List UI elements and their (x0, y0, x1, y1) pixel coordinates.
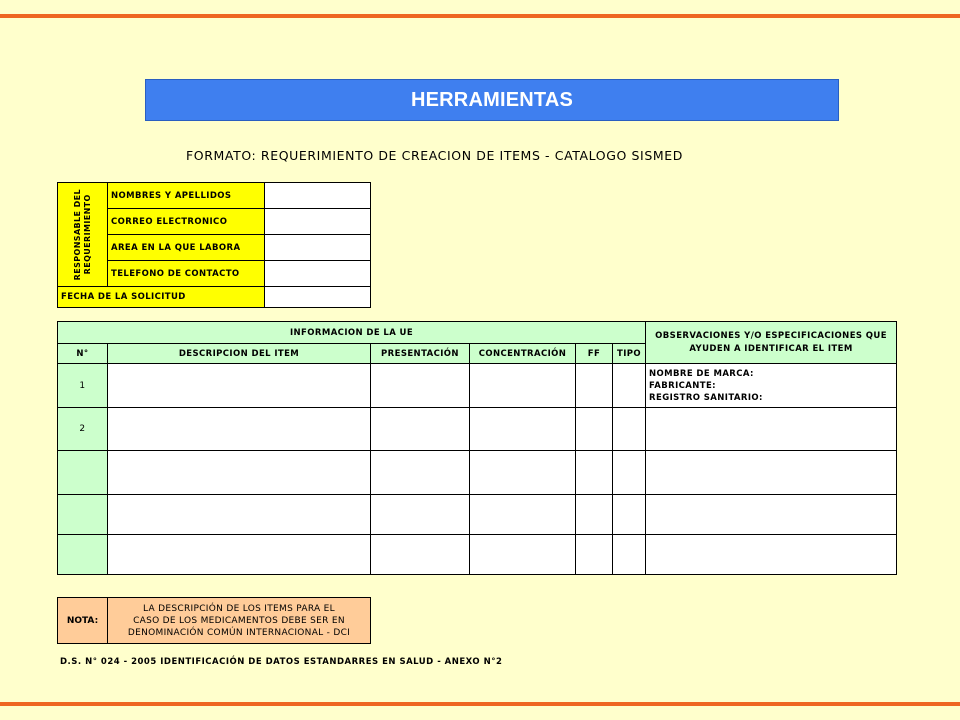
obs-fabricante-label: FABRICANTE: (649, 381, 716, 391)
cell-descripcion[interactable] (108, 408, 371, 451)
cell-concentracion[interactable] (470, 451, 576, 495)
col-header-descripcion: DESCRIPCION DEL ITEM (108, 344, 371, 364)
bottom-orange-rule (0, 702, 960, 706)
cell-ff[interactable] (576, 408, 613, 451)
note-line2: CASO DE LOS MEDICAMENTOS DEBE SER EN (133, 615, 345, 626)
note-line3: DENOMINACIÓN COMÚN INTERNACIONAL - DCI (127, 627, 351, 638)
responsible-group-label-line1: RESPONSABLE DEL (72, 188, 82, 281)
field-input-area[interactable] (265, 235, 371, 261)
row-number (58, 535, 108, 575)
row-number (58, 495, 108, 535)
cell-observaciones[interactable] (646, 535, 897, 575)
cell-concentracion[interactable] (470, 495, 576, 535)
banner-title: HERRAMIENTAS (410, 88, 574, 111)
top-orange-rule (0, 14, 960, 18)
cell-concentracion[interactable] (470, 408, 576, 451)
cell-concentracion[interactable] (470, 364, 576, 408)
cell-descripcion[interactable] (108, 495, 371, 535)
legal-reference-footer: D.S. N° 024 - 2005 IDENTIFICACIÓN DE DATOS ESTANDARRES EN SALUD - ANEXO N°2 (60, 657, 503, 667)
cell-descripcion[interactable] (108, 364, 371, 408)
field-label-nombres: NOMBRES Y APELLIDOS (108, 183, 265, 209)
responsible-group-label (58, 183, 108, 287)
field-label-telefono: TELEFONO DE CONTACTO (108, 261, 265, 287)
row-number (58, 451, 108, 495)
cell-presentacion[interactable] (371, 364, 470, 408)
cell-presentacion[interactable] (371, 495, 470, 535)
note-text (108, 598, 371, 644)
col-header-num: N° (58, 344, 108, 364)
field-label-correo: CORREO ELECTRONICO (108, 209, 265, 235)
cell-ff[interactable] (576, 364, 613, 408)
responsible-table (57, 182, 371, 308)
cell-ff[interactable] (576, 535, 613, 575)
cell-tipo[interactable] (613, 535, 646, 575)
col-header-concentracion: CONCENTRACIÓN (470, 344, 576, 364)
table-row (58, 535, 897, 575)
cell-observaciones[interactable] (646, 495, 897, 535)
page-banner (145, 79, 839, 121)
form-subtitle: FORMATO: REQUERIMIENTO DE CREACION DE ITEMS - CATALOGO SISMED (186, 148, 683, 163)
field-input-fecha[interactable] (265, 287, 371, 308)
table-row (58, 364, 897, 408)
cell-presentacion[interactable] (371, 408, 470, 451)
cell-tipo[interactable] (613, 408, 646, 451)
cell-observaciones[interactable] (646, 408, 897, 451)
field-input-correo[interactable] (265, 209, 371, 235)
col-header-ff: FF (576, 344, 613, 364)
field-label-area: AREA EN LA QUE LABORA (108, 235, 265, 261)
cell-descripcion[interactable] (108, 451, 371, 495)
cell-descripcion[interactable] (108, 535, 371, 575)
cell-presentacion[interactable] (371, 535, 470, 575)
table-row (58, 495, 897, 535)
section-header-ue: INFORMACION DE LA UE (58, 322, 646, 344)
cell-observaciones[interactable] (646, 364, 897, 408)
cell-tipo[interactable] (613, 451, 646, 495)
field-input-nombres[interactable] (265, 183, 371, 209)
note-box (57, 597, 371, 644)
cell-observaciones[interactable] (646, 451, 897, 495)
field-input-telefono[interactable] (265, 261, 371, 287)
table-row (58, 408, 897, 451)
obs-registro-label: REGISTRO SANITARIO: (649, 393, 763, 403)
cell-tipo[interactable] (613, 364, 646, 408)
note-label: NOTA: (58, 598, 108, 644)
cell-presentacion[interactable] (371, 451, 470, 495)
row-number: 1 (58, 364, 108, 408)
note-line1: LA DESCRIPCIÓN DE LOS ITEMS PARA EL (143, 603, 335, 614)
col-header-tipo: TIPO (613, 344, 646, 364)
observations-header: OBSERVACIONES Y/O ESPECIFICACIONES QUE AYUDEN A IDENTIFICAR EL ITEM (646, 322, 897, 364)
cell-concentracion[interactable] (470, 535, 576, 575)
row-number: 2 (58, 408, 108, 451)
field-label-fecha: FECHA DE LA SOLICITUD (58, 287, 265, 308)
responsible-group-label-line2: REQUERIMIENTO (82, 194, 92, 275)
cell-ff[interactable] (576, 495, 613, 535)
items-table (57, 321, 897, 575)
cell-ff[interactable] (576, 451, 613, 495)
col-header-presentacion: PRESENTACIÓN (371, 344, 470, 364)
table-row (58, 451, 897, 495)
cell-tipo[interactable] (613, 495, 646, 535)
obs-marca-label: NOMBRE DE MARCA: (649, 369, 754, 379)
